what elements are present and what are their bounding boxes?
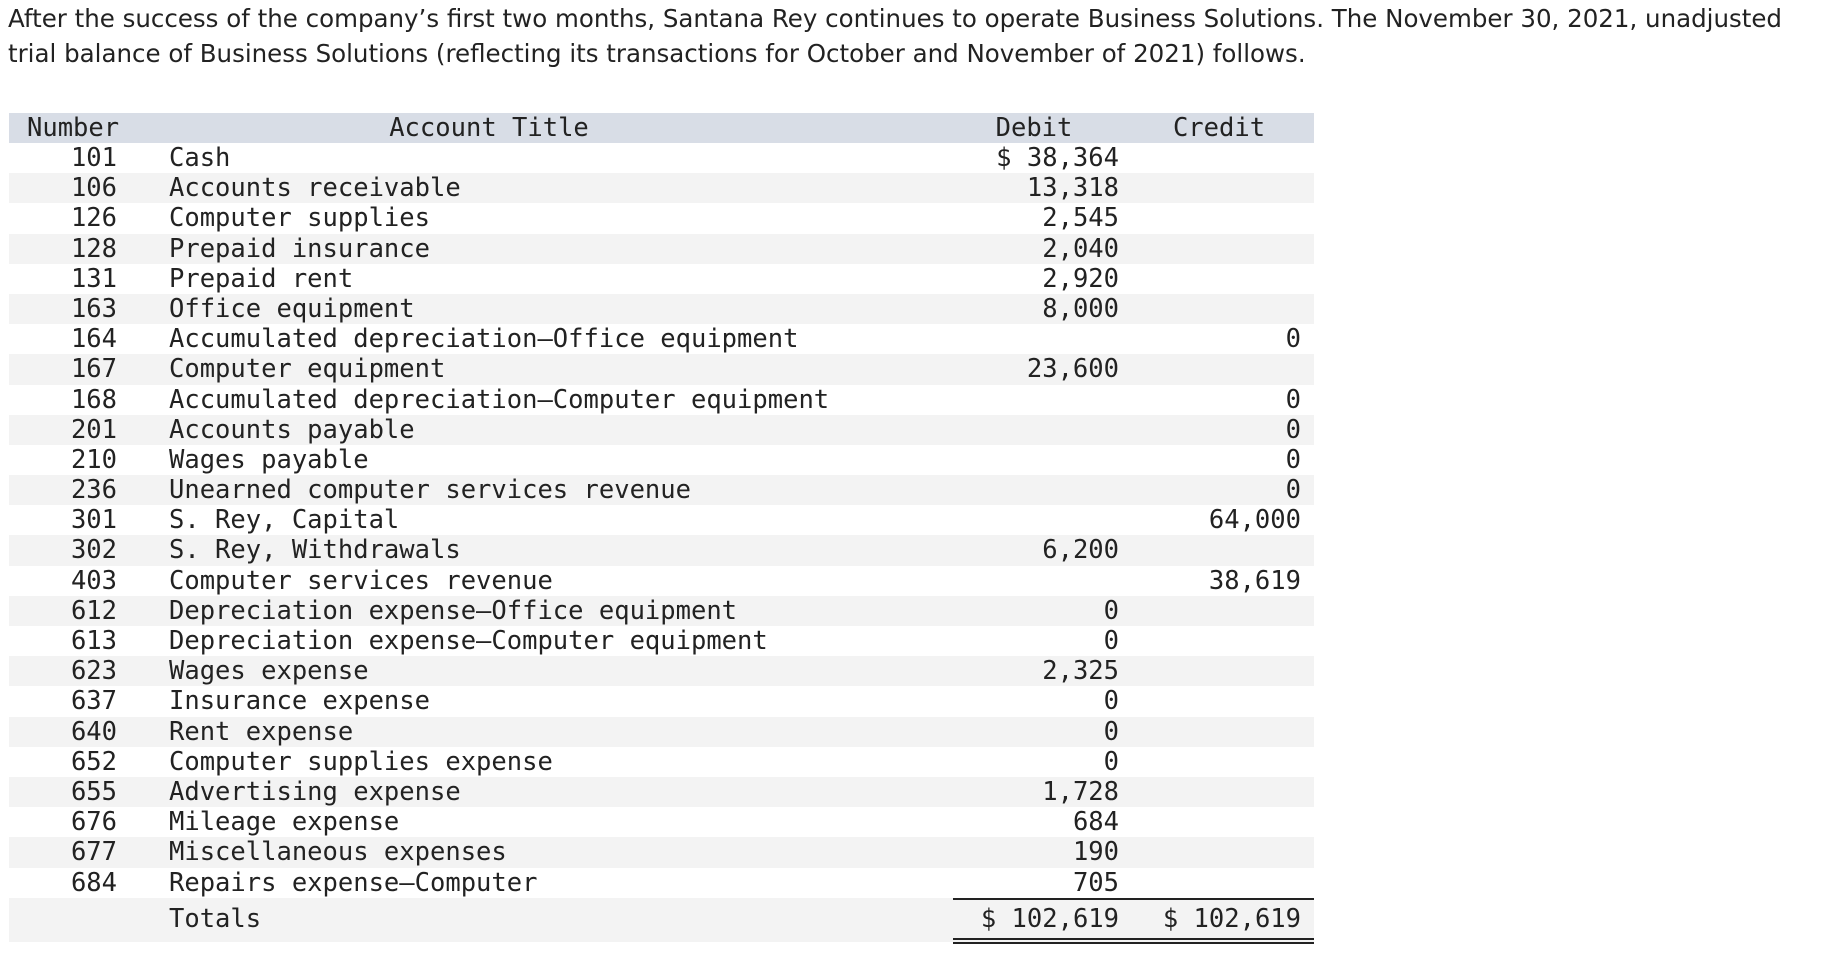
credit-amount — [1129, 294, 1301, 324]
debit-amount: 2,545 — [1042, 203, 1119, 234]
credit-amount — [1129, 686, 1301, 716]
table-row — [9, 505, 1314, 535]
account-number: 623 — [70, 656, 117, 687]
account-title: Computer equipment — [169, 354, 446, 385]
account-title: Accounts receivable — [169, 173, 461, 204]
debit-amount: 0 — [1103, 746, 1119, 777]
credit-amount — [1129, 234, 1301, 264]
totals-row — [9, 898, 1314, 942]
credit-amount — [1129, 173, 1301, 203]
account-title: Accounts payable — [169, 414, 415, 445]
table-header-row — [9, 113, 1314, 143]
table-row — [9, 535, 1314, 565]
totals-double-rule-lower — [953, 942, 1314, 944]
debit-amount — [949, 475, 1119, 505]
debit-amount — [949, 385, 1119, 415]
table-row — [9, 626, 1314, 656]
debit-amount: 2,325 — [1042, 656, 1119, 687]
account-number: 210 — [70, 444, 117, 475]
credit-amount: 38,619 — [1208, 565, 1301, 596]
table-row — [9, 445, 1314, 475]
account-number: 131 — [70, 263, 117, 294]
debit-amount: 0 — [1103, 716, 1119, 747]
table-row — [9, 173, 1314, 203]
table-row — [9, 143, 1314, 173]
account-title: Computer services revenue — [169, 565, 553, 596]
account-title: Computer supplies expense — [169, 746, 553, 777]
credit-amount — [1129, 143, 1301, 173]
account-title: Prepaid insurance — [169, 233, 430, 264]
debit-amount: 0 — [1103, 686, 1119, 717]
table-row — [9, 264, 1314, 294]
debit-amount: 6,200 — [1042, 535, 1119, 566]
credit-amount — [1129, 807, 1301, 837]
table-row — [9, 656, 1314, 686]
account-number: 655 — [70, 776, 117, 807]
debit-amount: 190 — [1072, 837, 1119, 868]
table-row — [9, 868, 1314, 898]
credit-amount — [1129, 264, 1301, 294]
account-number: 128 — [70, 233, 117, 264]
debit-amount — [949, 445, 1119, 475]
account-number: 201 — [70, 414, 117, 445]
table-row — [9, 777, 1314, 807]
debit-amount: $ 38,364 — [996, 143, 1119, 173]
table-row — [9, 475, 1314, 505]
debit-amount: 684 — [1072, 807, 1119, 838]
totals-label: Totals — [169, 903, 262, 934]
credit-amount: 0 — [1285, 444, 1301, 475]
account-number: 676 — [70, 807, 117, 838]
account-title: Wages payable — [169, 444, 369, 475]
account-title: Miscellaneous expenses — [169, 837, 507, 868]
account-title: Office equipment — [169, 293, 415, 324]
credit-amount: 0 — [1285, 324, 1301, 355]
debit-amount: 1,728 — [1042, 776, 1119, 807]
credit-amount: 0 — [1285, 414, 1301, 445]
account-title: S. Rey, Withdrawals — [169, 535, 461, 566]
account-number: 684 — [70, 867, 117, 898]
table-row — [9, 415, 1314, 445]
account-number: 164 — [70, 324, 117, 355]
account-number: 106 — [70, 173, 117, 204]
credit-amount: 0 — [1285, 475, 1301, 506]
account-number: 236 — [70, 475, 117, 506]
table-row — [9, 324, 1314, 354]
credit-amount — [1129, 777, 1301, 807]
debit-amount: 0 — [1103, 595, 1119, 626]
account-title: Repairs expense—Computer — [169, 867, 538, 898]
debit-amount — [949, 566, 1119, 596]
table-row — [9, 354, 1314, 384]
totals-debit: $ 102,619 — [980, 903, 1119, 934]
header-account-title: Account Title — [389, 113, 589, 143]
account-number: 403 — [70, 565, 117, 596]
account-number: 677 — [70, 837, 117, 868]
debit-amount: 8,000 — [1042, 293, 1119, 324]
debit-amount: 23,600 — [1026, 354, 1119, 385]
credit-amount — [1129, 837, 1301, 867]
account-title: Depreciation expense—Computer equipment — [169, 626, 768, 656]
account-title: Advertising expense — [169, 776, 461, 807]
header-number: Number — [27, 113, 120, 143]
account-number: 640 — [70, 716, 117, 747]
table-row — [9, 385, 1314, 415]
credit-amount — [1129, 535, 1301, 565]
header-debit: Debit — [995, 113, 1073, 143]
table-row — [9, 686, 1314, 716]
credit-amount — [1129, 747, 1301, 777]
account-title: Cash — [169, 143, 231, 173]
debit-amount: 13,318 — [1026, 173, 1119, 204]
account-number: 301 — [70, 505, 117, 536]
table-row — [9, 837, 1314, 867]
debit-amount: 2,920 — [1042, 263, 1119, 294]
credit-amount: 64,000 — [1208, 505, 1301, 536]
totals-double-rule-upper — [953, 938, 1314, 940]
table-row — [9, 807, 1314, 837]
table-row — [9, 566, 1314, 596]
account-title: Prepaid rent — [169, 263, 354, 294]
intro-paragraph: After the success of the company’s first two months, Santana Rey continues to operate Business Solutions. The November 30, 2021, unadjusted trial balance of Business Solutions (reflecting its transactions for October and November of 2021) follows. — [8, 4, 1782, 68]
debit-amount: 705 — [1072, 867, 1119, 898]
table-row — [9, 294, 1314, 324]
credit-amount — [1129, 626, 1301, 656]
account-title: Rent expense — [169, 716, 354, 747]
account-number: 163 — [70, 293, 117, 324]
credit-amount — [1129, 354, 1301, 384]
account-number: 613 — [70, 626, 117, 656]
debit-amount: 2,040 — [1042, 233, 1119, 264]
account-number: 167 — [70, 354, 117, 385]
credit-amount — [1129, 596, 1301, 626]
account-title: Wages expense — [169, 656, 369, 687]
credit-amount — [1129, 203, 1301, 233]
debit-amount — [949, 415, 1119, 445]
table-row — [9, 747, 1314, 777]
table-body — [9, 143, 1314, 898]
account-number: 637 — [70, 686, 117, 717]
debit-amount — [949, 505, 1119, 535]
debit-amount: 0 — [1103, 626, 1119, 656]
account-number: 612 — [70, 595, 117, 626]
totals-credit: $ 102,619 — [1162, 903, 1301, 934]
account-title: Accumulated depreciation—Computer equipment — [169, 384, 830, 415]
account-title: Insurance expense — [169, 686, 430, 717]
account-title: Depreciation expense—Office equipment — [169, 595, 738, 626]
credit-amount — [1129, 717, 1301, 747]
account-title: Mileage expense — [169, 807, 400, 838]
account-number: 302 — [70, 535, 117, 566]
header-credit: Credit — [1172, 113, 1266, 143]
trial-balance-table — [9, 113, 1314, 942]
account-number: 168 — [70, 384, 117, 415]
table-row — [9, 717, 1314, 747]
table-row — [9, 203, 1314, 233]
account-title: Computer supplies — [169, 203, 430, 234]
account-title: Accumulated depreciation—Office equipment — [169, 324, 799, 355]
account-number: 126 — [70, 203, 117, 234]
table-row — [9, 596, 1314, 626]
credit-amount: 0 — [1285, 384, 1301, 415]
debit-amount — [949, 324, 1119, 354]
account-number: 652 — [70, 746, 117, 777]
account-title: S. Rey, Capital — [169, 505, 400, 536]
credit-amount — [1129, 868, 1301, 898]
credit-amount — [1129, 656, 1301, 686]
table-row — [9, 234, 1314, 264]
account-title: Unearned computer services revenue — [169, 475, 691, 506]
account-number: 101 — [70, 143, 117, 173]
